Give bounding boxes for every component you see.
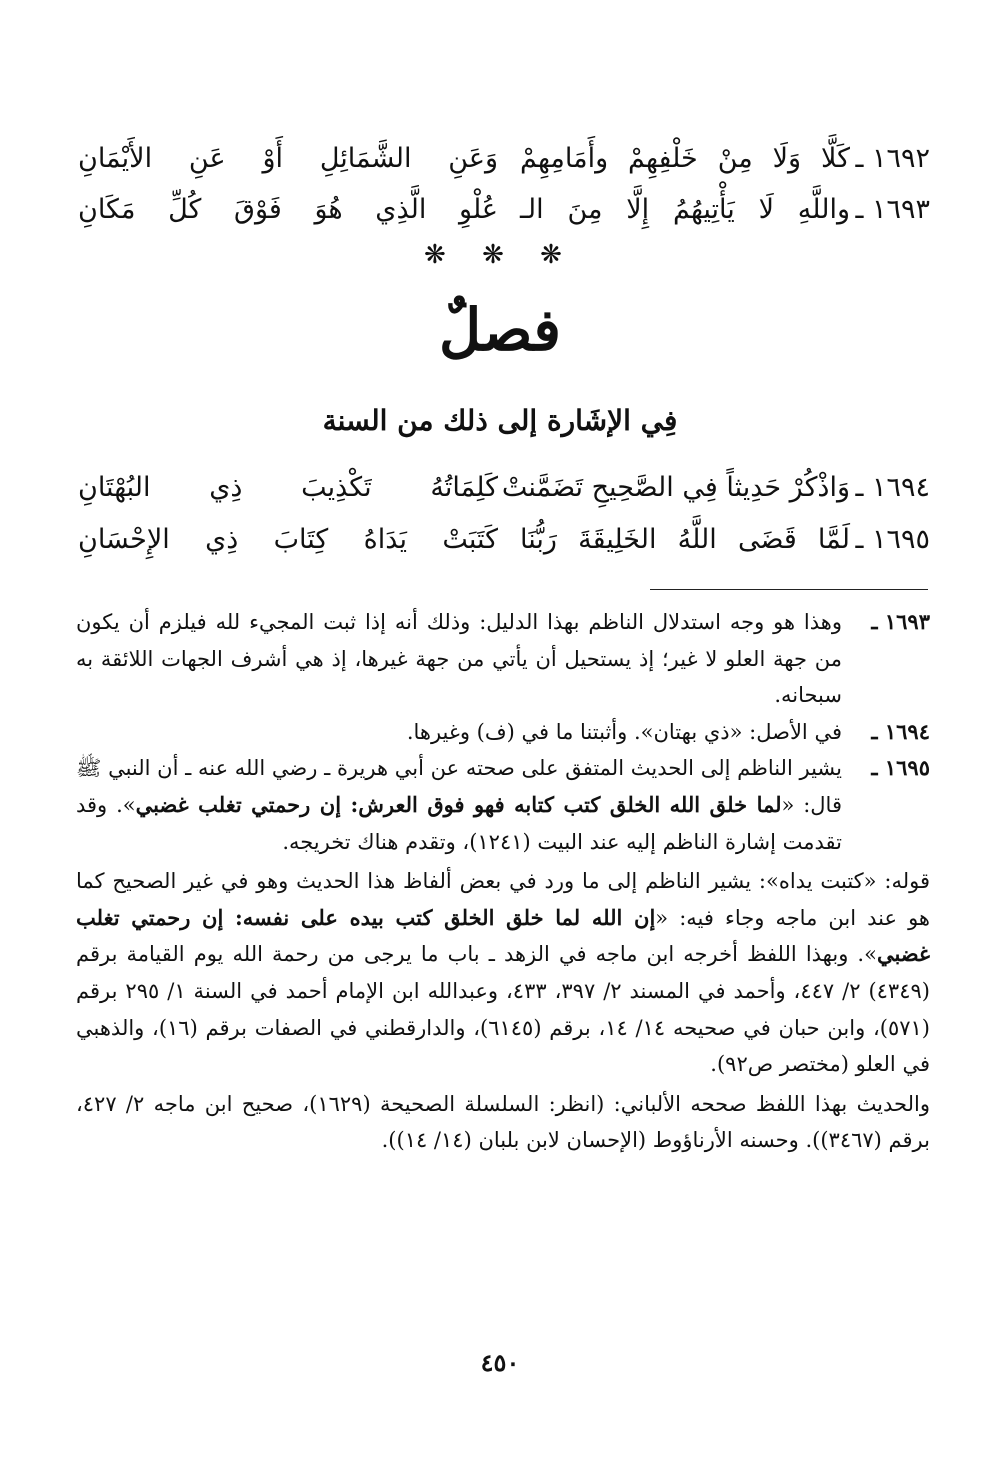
- footnote-text: في الأصل: «ذي بهتان». وأثبتنا ما في (ف) وغيرها.: [406, 719, 842, 744]
- footnote-paragraph: [76, 863, 930, 1083]
- footnote-text-part: ». وبهذا اللفظ أخرجه ابن ماجه في الزهد ـ باب ما يرجى من رحمة الله يوم القيامة برقم (٤٣٤٩) ٢/ ٤٤٧، وأحمد في المسند ٢/ ٣٩٧، ٤٣٣، وعبدالله ابن الإمام أحمد في السنة ١/ ٢٩٥ برقم (٥٧١)، وابن حبان في صحيحه ١٤/ ١٤، برقم (٦١٤٥)، والدارقطني في الصفات برقم (١٦)، والذهبي في العلو (مختصر ص٩٢).: [76, 942, 930, 1077]
- verse-first-hemistich: لَمَّا قَضَى اللَّهُ الخَلِيقَةَ رَبُّنَا: [520, 523, 850, 555]
- verse-second-hemistich: عُلْوِ الَّذِي هُوَ فَوْقَ كُلِّ مَكَانِ: [78, 193, 498, 225]
- footnote-text-part: ». وقد تقدمت إشارة الناظم إليه عند البيت (١٢٤١)، وتقدم هناك تخريجه.: [76, 792, 842, 854]
- footnote-divider: [650, 589, 928, 590]
- verse-second-hemistich: كَلِمَاتُهُ تَكْذِيبَ ذِي البُهْتَانِ: [78, 471, 498, 503]
- footnote-text-part: يشير الناظم إلى الحديث المتفق على صحته عن أبي هريرة ـ رضي الله عنه ـ أن النبي ﷺ قال: «: [76, 756, 842, 817]
- footnote-number: ١٦٩٥ ـ: [871, 755, 930, 781]
- verse-line-1694: [78, 462, 930, 512]
- verse-line-1692: [78, 133, 930, 183]
- verse-first-hemistich: كَلَّا وَلَا مِنْ خَلْفِهِمْ وأَمَامِهِمْ: [520, 142, 850, 174]
- footnote-1695: [76, 750, 930, 860]
- footnote-number: ١٦٩٤ ـ: [871, 718, 930, 744]
- verse-second-hemistich: كَتَبَتْ يَدَاهُ كِتَابَ ذِي الإِحْسَانِ: [78, 523, 498, 555]
- section-subtitle: فِي الإشَارة إلى ذلك من السنة: [322, 404, 678, 437]
- section-heading: فصلٌ: [439, 296, 561, 364]
- footnote-1694: [76, 714, 930, 751]
- verse-number: ١٦٩٢ ـ: [855, 142, 930, 174]
- hadith-quote: لما خلق الله الخلق كتب كتابه فهو فوق العرش: إن رحمتي تغلب غضبي: [135, 791, 782, 817]
- verse-number: ١٦٩٥ ـ: [855, 523, 930, 555]
- footnote-paragraph: والحديث بهذا اللفظ صححه الألباني: (انظر: السلسلة الصحيحة (١٦٢٩)، صحيح ابن ماجه ٢/ ٤٢٧، برقم (٣٤٦٧)). وحسنه الأرناؤوط (الإحسان لابن بلبان (١٤/ ١٤)).: [76, 1091, 930, 1153]
- footnote-text-part: قوله: «كتبت يداه»: يشير الناظم إلى ما ورد في بعض ألفاظ هذا الحديث وهو في غير الصحيح كما هو عند ابن ماجه وجاء فيه: «: [76, 869, 930, 930]
- verse-first-hemistich: واللَّهِ لَا يَأْتِيهُمُ إِلَّا مِنَ الـ: [520, 193, 850, 225]
- ornament-separator: ❋ ❋ ❋: [424, 240, 576, 270]
- footnote-number: ١٦٩٣ ـ: [871, 609, 930, 634]
- verse-number: ١٦٩٣ ـ: [855, 193, 930, 225]
- page-number: ٤٥٠: [480, 1348, 520, 1377]
- verse-number: ١٦٩٤ ـ: [855, 471, 930, 503]
- hadith-quote: إن الله لما خلق الخلق كتب بيده على نفسه: إن رحمتي تغلب غضبي: [76, 904, 930, 967]
- verse-line-1695: [78, 514, 930, 564]
- verse-second-hemistich: وَعَنِ الشَّمَائِلِ أَوْ عَنِ الأَيْمَانِ: [78, 142, 498, 174]
- footnotes: [76, 604, 930, 1159]
- footnote-text: وهذا هو وجه استدلال الناظم بهذا الدليل: وذلك أنه إذا ثبت المجيء لله فيلزم أن يكون من جهة العلو لا غير؛ إذ يستحيل أن يأتي من جهة غيرها، إذ هي أشرف الجهات اللائقة به سبحانه.: [76, 610, 842, 708]
- verse-first-hemistich: وَاذْكُرْ حَدِيثاً فِي الصَّحِيحِ تَضَمَّنتْ: [501, 471, 850, 503]
- footnote-text: [76, 750, 842, 860]
- footnote-1693: [76, 604, 930, 714]
- verse-line-1693: [78, 184, 930, 234]
